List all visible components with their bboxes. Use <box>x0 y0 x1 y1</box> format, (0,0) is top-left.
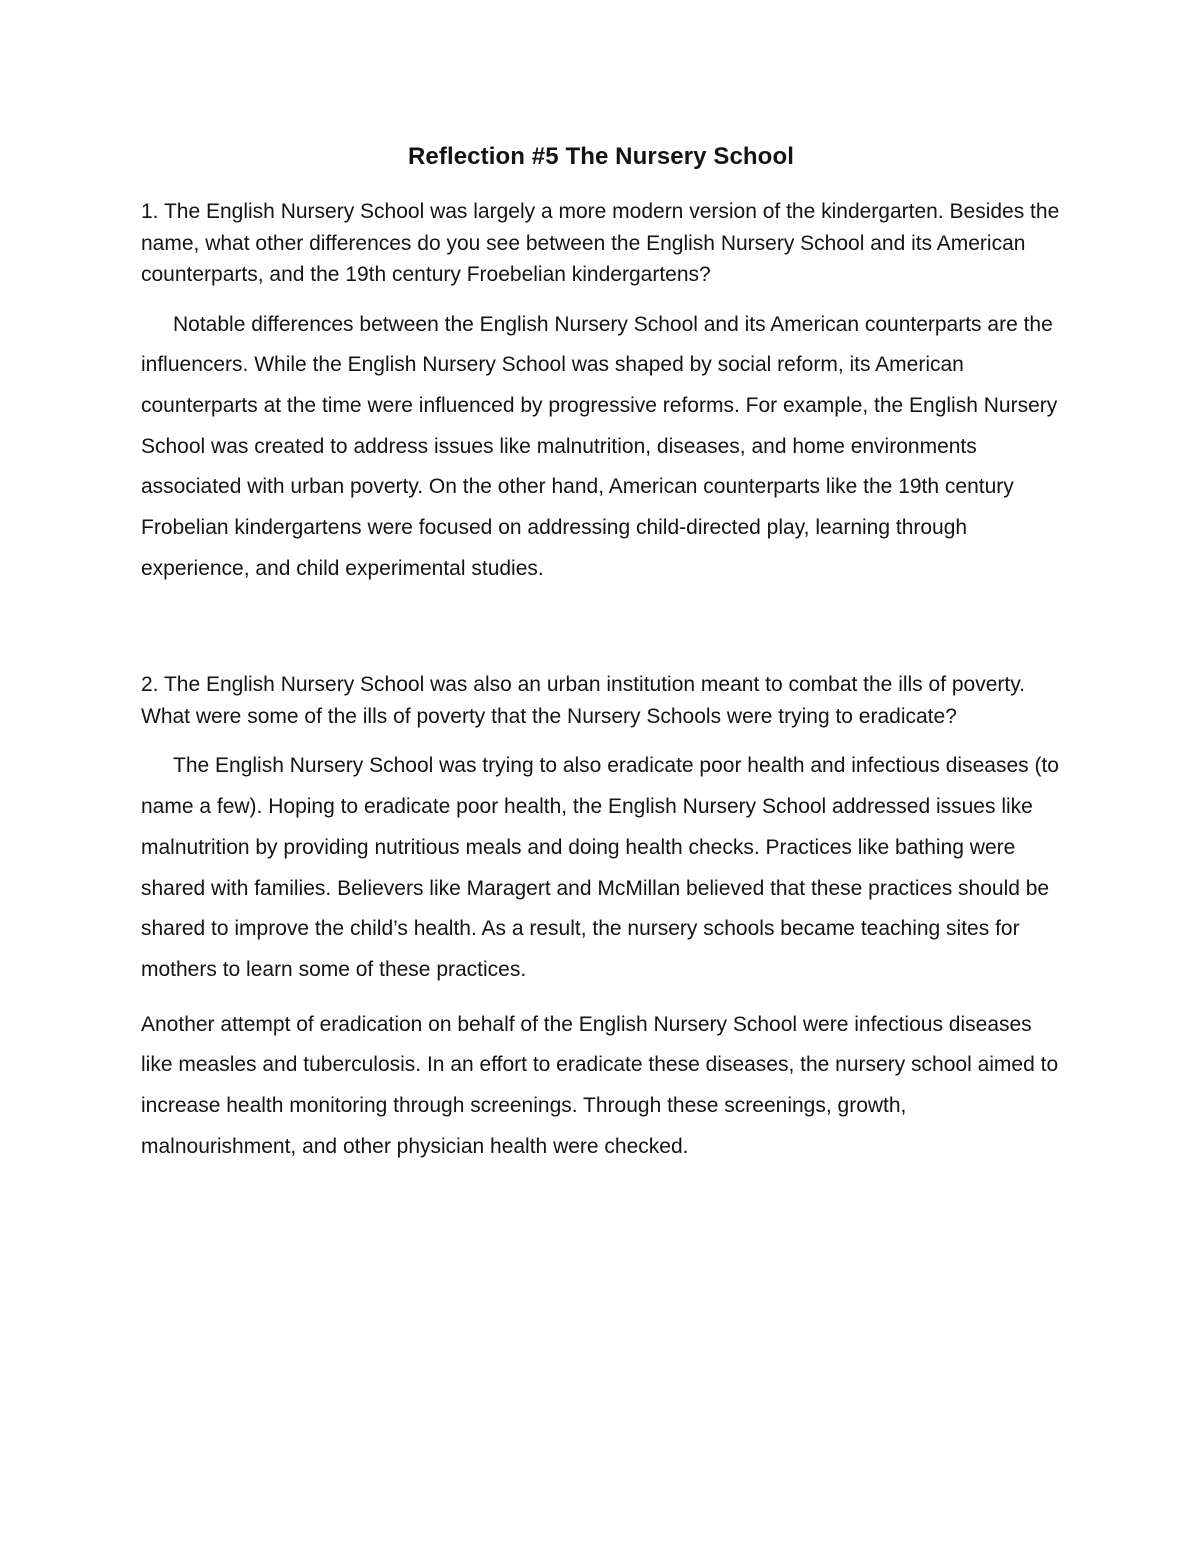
answer-1: Notable differences between the English Nursery School and its American counterparts are the influencers. While the English Nursery School was shaped by social reform, its American counterparts at the time were influenced by progressive reforms. For example, the English Nursery School was created to address issues like malnutrition, diseases, and home environments associated with urban poverty. On the other hand, American counterparts like the 19th century Frobelian kindergartens were focused on addressing child-directed play, learning through experience, and child experimental studies. <box>141 312 1058 580</box>
document-title: Reflection #5 The Nursery School <box>408 143 794 170</box>
document-page <box>141 138 1061 1167</box>
question-2: 2. The English Nursery School was also an urban institution meant to combat the ills of poverty. What were some of the ills of poverty that the Nursery Schools were trying to eradicate? <box>141 673 1026 728</box>
question-1: 1. The English Nursery School was largely a more modern version of the kindergarten. Besides the name, what other differences do you see between the English Nursery School and its American counterparts, and the 19th century Froebelian kindergartens? <box>141 200 1060 286</box>
answer-2: The English Nursery School was trying to also eradicate poor health and infectious diseases (to name a few). Hoping to eradicate poor health, the English Nursery School addressed issues like malnutrition by providing nutritious meals and doing health checks. Practices like bathing were shared with families. Believers like Maragert and McMillan believed that these practices should be shared to improve the child’s health. As a result, the nursery schools became teaching sites for mothers to learn some of these practices. <box>141 754 1059 981</box>
answer-3: Another attempt of eradication on behalf of the English Nursery School were infectious diseases like measles and tuberculosis. In an effort to eradicate these diseases, the nursery school aimed to increase health monitoring through screenings. Through these screenings, growth, malnourishment, and other physician health were checked. <box>141 1012 1059 1158</box>
